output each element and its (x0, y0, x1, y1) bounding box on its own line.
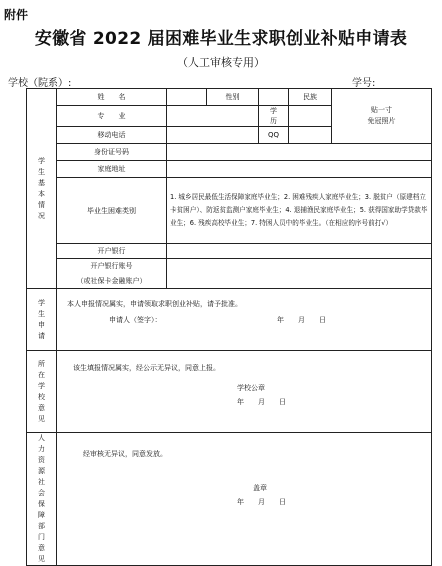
gender-field[interactable] (259, 89, 289, 106)
row-school (27, 351, 432, 433)
school-date: 年 月 日 (237, 398, 286, 406)
row-hr (27, 433, 432, 566)
school-label: 学校（院系）: (8, 78, 72, 89)
hr-cell[interactable] (57, 433, 432, 566)
row-hardship (27, 178, 432, 244)
photo-box (332, 89, 432, 144)
hr-date: 年 月 日 (237, 498, 286, 506)
phone-label: 移动电话 (57, 127, 167, 144)
hr-seal-label: 盖章 (253, 484, 267, 492)
form-title: 安徽省 2022 届困难毕业生求职创业补贴申请表 (34, 29, 408, 49)
account-field[interactable] (167, 259, 432, 289)
photo-label: 贴一寸 免冠照片 (367, 106, 396, 125)
id-number-label: 身份证号码 (57, 144, 167, 161)
application-cell[interactable] (57, 289, 432, 351)
student-number-label: 学号: (352, 78, 376, 89)
row-application (27, 289, 432, 351)
row-address (27, 161, 432, 178)
row-account-1 (27, 259, 432, 274)
hardship-type-label: 毕业生困难类别 (57, 178, 167, 244)
school-cell[interactable] (57, 351, 432, 433)
phone-field[interactable] (167, 127, 259, 144)
qq-label: QQ (259, 127, 289, 144)
section-school: 所在学校意见 (27, 351, 57, 433)
attachment-label: 附件 (4, 8, 29, 22)
application-date: 年 月 日 (277, 316, 326, 324)
application-form-table (26, 88, 432, 566)
row-name (27, 89, 432, 106)
gender-label: 性别 (207, 89, 259, 106)
account-label: 开户银行账号 (57, 259, 167, 274)
name-label: 姓 名 (57, 89, 167, 106)
section-application: 学生申请 (27, 289, 57, 351)
school-seal-label: 学校公章 (237, 384, 265, 392)
section-student-info: 学生基本情况 (27, 89, 57, 289)
address-field[interactable] (167, 161, 432, 178)
section-hr: 人力资源社会保障部门意见 (27, 433, 57, 566)
hr-statement: 经审核无异议，同意发放。 (83, 450, 167, 458)
hardship-type-options[interactable]: 1. 城乡居民最低生活保障家庭毕业生；2. 困难残疾人家庭毕业生；3. 脱贫户（原建档立卡贫困户）、防返贫监测户家庭毕业生；4. 退捕渔民家庭毕业生；5. 获得国家助学贷款毕业生；6. 残疾高校毕业生；7. 特困人员中的毕业生。（在相应的序号前打√） (167, 178, 432, 244)
name-field[interactable] (167, 89, 207, 106)
major-label: 专 业 (57, 106, 167, 127)
application-statement: 本人申报情况属实，申请领取求职创业补贴，请予批准。 (67, 300, 242, 308)
address-label: 家庭地址 (57, 161, 167, 178)
row-id (27, 144, 432, 161)
education-field[interactable] (289, 106, 332, 127)
row-bank (27, 244, 432, 259)
bank-label: 开户银行 (57, 244, 167, 259)
school-statement: 该生填报情况属实，经公示无异议，同意上报。 (73, 364, 220, 372)
account-label-note: （或社保卡金融账户） (57, 274, 167, 289)
ethnicity-label: 民族 (289, 89, 332, 106)
form-subtitle: （人工审核专用） (177, 56, 265, 69)
applicant-signature-label: 申请人（签字）： (109, 316, 162, 324)
bank-field[interactable] (167, 244, 432, 259)
id-number-field[interactable] (167, 144, 432, 161)
major-field[interactable] (167, 106, 259, 127)
education-label: 学 历 (259, 106, 289, 127)
qq-field[interactable] (289, 127, 332, 144)
